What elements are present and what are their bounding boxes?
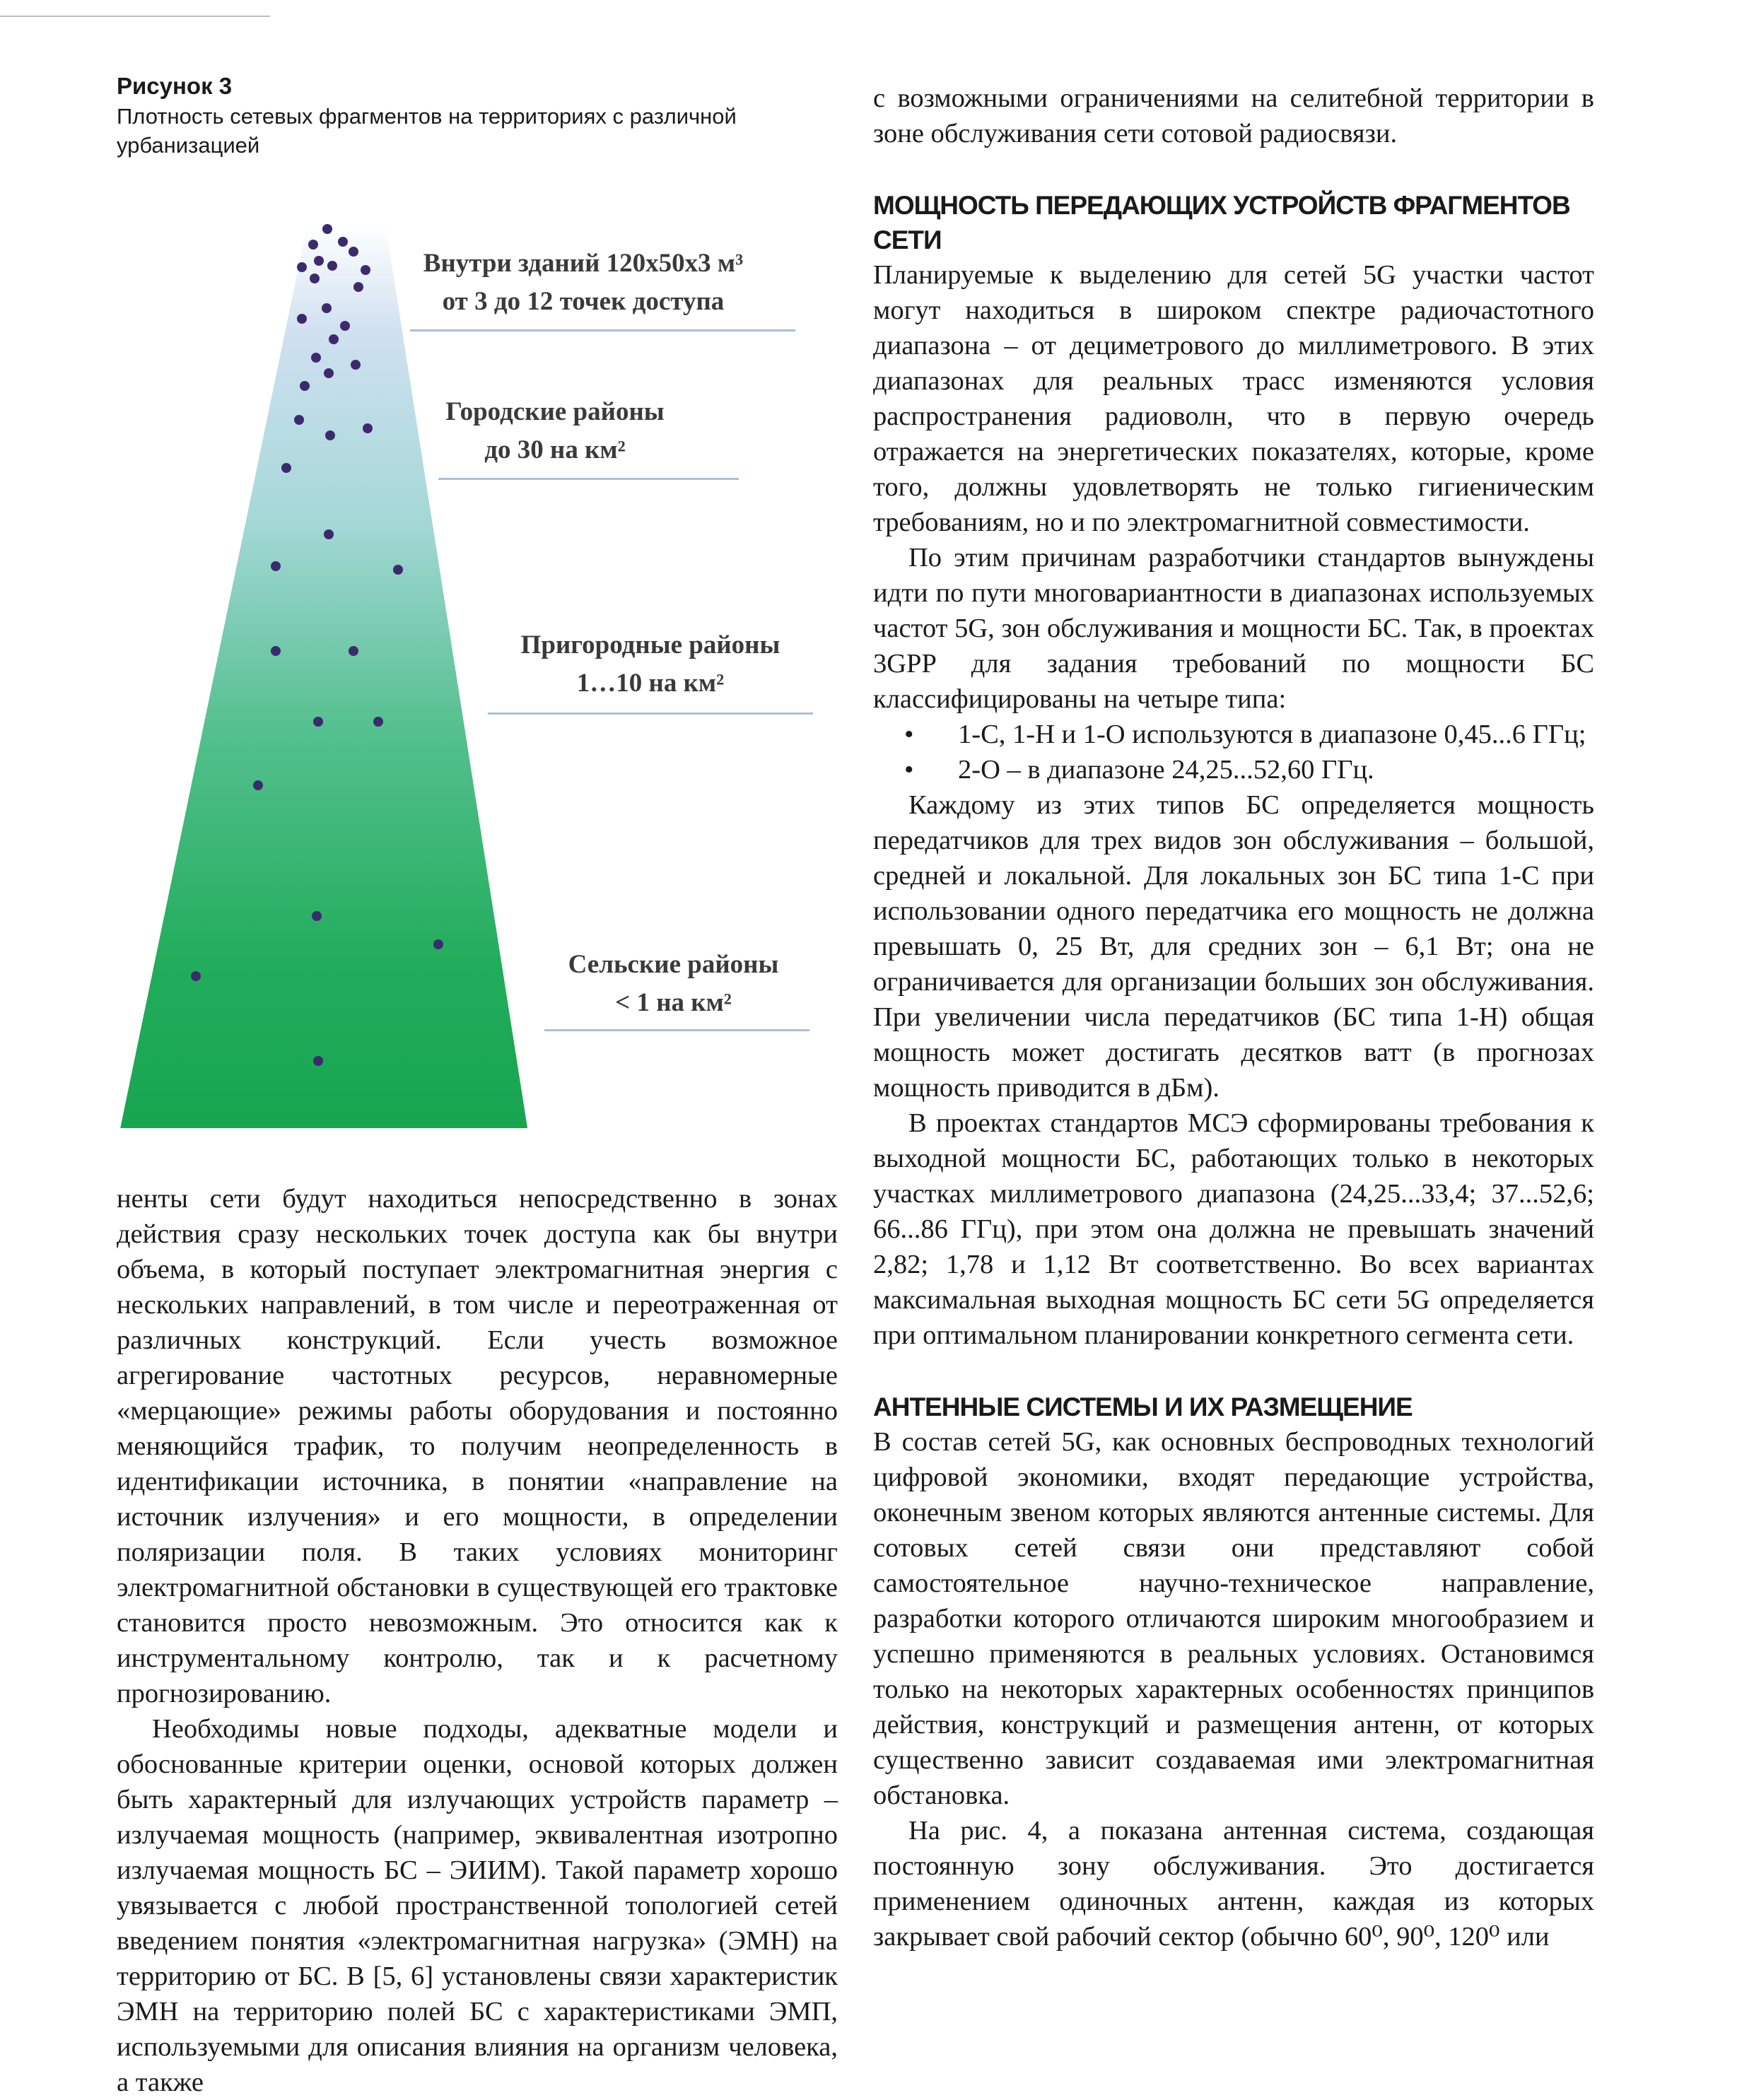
power-paragraph-4: В проектах стандартов МСЭ сформированы требования к выходной мощности БС, работающих только в некоторых участках миллиметрового диапазона (24,25...33,4; 37...52,6; 66...86 ГГц), при этом она должна не превышать значений 2,82; 1,78 и 1,12 Вт соответственно. Во всех вариантах максимальная выходная мощность БС сети 5G определяется при оптимальном планировании конкретного сегмента сети. bbox=[873, 1108, 1594, 1350]
level-urban-divider bbox=[438, 478, 739, 480]
level-rural-line1: Сельские районы bbox=[568, 950, 779, 979]
level-suburban-label bbox=[495, 626, 806, 703]
power-paragraph-2: По этим причинам разработчики стандартов вынуждены идти по пути многовариантности в диапазонах используемых частот 5G, зон обслуживания и мощности БС. Так, в проектах 3GPP для задания требований по мощности БС классифицированы на четыре типа: bbox=[873, 543, 1594, 714]
bullet-icon: • bbox=[904, 720, 914, 749]
list-item-text: 2-О – в диапазоне 24,25...52,60 ГГц. bbox=[958, 755, 1374, 785]
bullet-icon: • bbox=[904, 755, 914, 785]
left-column bbox=[117, 71, 838, 2100]
left-paragraph-2: Необходимы новые подходы, адекватные модели и обоснованные критерии оценки, основой которых должен быть характерный для излучающих устройств параметр – излучаемая мощность (например, эквивалентная изотропно излучаемая мощность БС – ЭИИМ). Такой параметр хорошо увязывается с любой пространственной топологией сетей введением понятия «электромагнитная нагрузка» (ЭМН) на территорию от БС. В [5, 6] установлены связи характеристик ЭМН на территорию полей БС с характеристиками ЭМП, используемыми для описания влияния на организм человека, а также bbox=[117, 1714, 838, 2097]
level-suburban-line2: 1…10 на км² bbox=[576, 669, 725, 698]
right-column bbox=[873, 81, 1594, 1954]
left-paragraph-1: ненты сети будут находиться непосредственно в зонах действия сразу нескольких точек доступа как бы внутри объема, в который поступает электромагнитная энергия с нескольких направлений, в том числе и переотраженная от различных конструкций. Если учесть возможное агрегирование частотных ресурсов, неравномерные «мерцающие» режимы работы оборудования и постоянно меняющийся трафик, то получим неопределенность в идентификации источника, в понятии «направление на источник излучения» и его мощности, в определении поляризации поля. В таких условиях мониторинг электромагнитной обстановки в существующей его трактовке становится просто невозможным. Это относится как к инструментальному контролю, так и к расчетному прогнозированию. bbox=[117, 1184, 838, 1708]
section-heading-antennas: АНТЕННЫЕ СИСТЕМЫ И ИХ РАЗМЕЩЕНИЕ bbox=[873, 1392, 1413, 1421]
level-indoor-line2: от 3 до 12 точек доступа bbox=[442, 287, 725, 316]
right-intro-paragraph: с возможными ограничениями на селитебной территории в зоне обслуживания сети сотовой радиосвязи. bbox=[873, 83, 1594, 148]
power-paragraph-3: Каждому из этих типов БС определяется мощность передатчиков для трех видов зон обслуживания – большой, средней и локальной. Для локальных зон БС типа 1-С при использовании одного передатчика его мощность не должна превышать 0, 25 Вт, для средних зон – 6,1 Вт; она не ограничивается для организации больших зон обслуживания. При увеличении числа передатчиков (БС типа 1-Н) общая мощность может достигать десятков ватт (в прогнозах мощность приводится в дБм). bbox=[873, 790, 1594, 1103]
level-urban-label bbox=[414, 393, 696, 469]
antenna-paragraph-1: В состав сетей 5G, как основных беспроводных технологий цифровой экономики, входят передающие устройства, оконечным звеном которых являются антенные системы. Для сотовых сетей связи они представляют собой самостоятельное научно-техническое направление, разработки которого отличаются широким многообразием и успешно применяются в реальных условиях. Остановимся только на некоторых характерных особенностях принципов действия, конструкций и размещения антенн, от которых существенно зависит создаваемая ими электромагнитная обстановка. bbox=[873, 1427, 1594, 1810]
bs-type-list bbox=[873, 717, 1594, 787]
top-rule bbox=[0, 16, 270, 17]
level-rural-label bbox=[537, 946, 809, 1022]
list-item bbox=[873, 752, 1594, 787]
level-suburban-divider bbox=[488, 712, 813, 715]
list-item bbox=[873, 717, 1594, 752]
list-item-text: 1-С, 1-Н и 1-О используются в диапазоне 0,45...6 ГГц; bbox=[958, 720, 1586, 749]
level-urban-line1: Городские районы bbox=[445, 397, 665, 426]
density-figure bbox=[117, 209, 838, 1128]
level-urban-line2: до 30 на км² bbox=[484, 435, 626, 464]
power-paragraph-1: Планируемые к выделению для сетей 5G участки частот могут находиться в широком спектре радиочастотного диапазона – от дециметрового до миллиметрового. В этих диапазонах для реальных трасс изменяются условия распространения радиоволн, что в первую очередь отражается на энергетических показателях, которые, кроме того, должны удовлетворять не только гигиеническим требованиям, но и по электромагнитной совместимости. bbox=[873, 260, 1594, 537]
level-indoor-line1: Внутри зданий 120х50х3 м³ bbox=[423, 249, 744, 278]
antenna-paragraph-2: На рис. 4, а показана антенная система, создающая постоянную зону обслуживания. Это достигается применением одиночных антенн, каждая из которых закрывает свой рабочий сектор (обычно 60⁰, 90⁰, 120⁰ или bbox=[873, 1816, 1594, 1952]
pyramid-shape bbox=[117, 223, 530, 1128]
level-indoor-label bbox=[392, 245, 774, 321]
level-rural-divider bbox=[544, 1029, 809, 1031]
figure-caption: Плотность сетевых фрагментов на территориях с различной урбанизацией bbox=[117, 104, 737, 158]
figure-label: Рисунок 3 bbox=[117, 73, 233, 99]
level-indoor-divider bbox=[410, 329, 795, 332]
level-rural-line2: < 1 на км² bbox=[615, 988, 732, 1017]
level-suburban-line1: Пригородные районы bbox=[520, 630, 780, 659]
section-heading-power: МОЩНОСТЬ ПЕРЕДАЮЩИХ УСТРОЙСТВ ФРАГМЕНТОВ СЕТИ bbox=[873, 191, 1570, 254]
